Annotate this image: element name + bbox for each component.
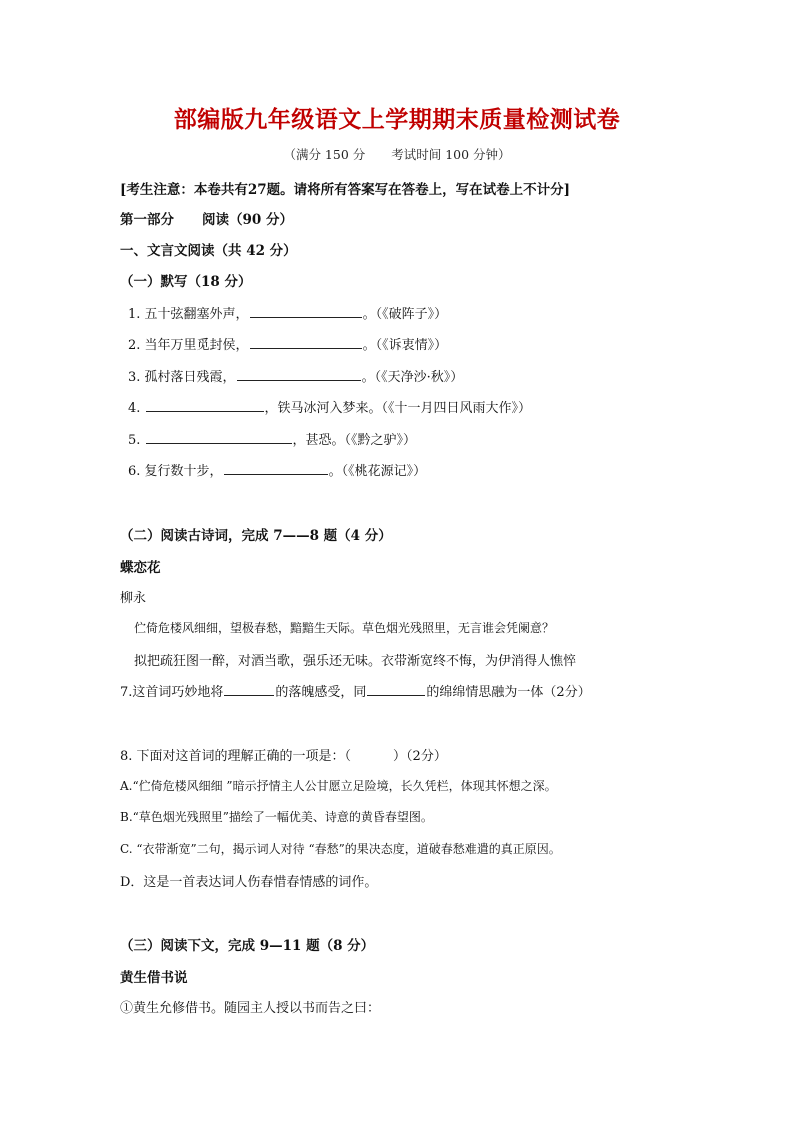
item-text: 复行数十步， bbox=[144, 464, 223, 479]
poem-author: 柳永 bbox=[120, 591, 147, 606]
item-number: 5. bbox=[128, 433, 141, 448]
poem-title: 蝶恋花 bbox=[120, 560, 161, 576]
question-8 bbox=[120, 745, 447, 764]
passage-paragraph: ①黄生允修借书。随园主人授以书而告之曰： bbox=[120, 1001, 381, 1016]
item-number: 4. bbox=[128, 401, 141, 416]
option-a: A.“伫倚危楼风细细 ”暗示抒情主人公甘愿立足险境，长久凭栏，体现其怀想之深。 bbox=[120, 779, 557, 793]
option-d: D．这是一首表达词人伤春惜春情感的词作。 bbox=[120, 875, 378, 890]
item-source: 。（《桃花源记》） bbox=[328, 464, 427, 479]
question-text: 8. 下面对这首词的理解正确的一项是：（ bbox=[120, 749, 352, 764]
answer-blank[interactable] bbox=[367, 683, 425, 696]
passage-title: 黄生借书说 bbox=[120, 970, 188, 986]
question-text: ）（2分） bbox=[393, 749, 447, 764]
part-label: 第一部分 bbox=[120, 212, 174, 228]
item-source: ，铁马冰河入梦来。（《十一月四日风雨大作》） bbox=[264, 401, 532, 416]
answer-blank[interactable] bbox=[146, 431, 292, 444]
part-heading bbox=[120, 208, 293, 228]
exam-notice: [考生注意：本卷共有27题。请将所有答案写在答卷上，写在试卷上不计分] bbox=[120, 182, 571, 198]
exam-time: 考试时间 100 分钟） bbox=[391, 147, 511, 162]
item-text: 孤村落日残霞， bbox=[144, 370, 236, 385]
item-source: 。（《天净沙·秋》） bbox=[361, 370, 464, 385]
item-number: 3. bbox=[128, 370, 141, 385]
poem-line: 伫倚危楼风细细，望极春愁，黯黯生天际。草色烟光残照里，无言谁会凭阑意？ bbox=[134, 621, 555, 635]
question-text: 7.这首词巧妙地将 bbox=[120, 685, 224, 700]
item-text: 五十弦翻塞外声， bbox=[144, 307, 249, 322]
answer-blank[interactable] bbox=[250, 305, 362, 318]
page-title: 部编版九年级语文上学期期末质量检测试卷 bbox=[173, 106, 621, 133]
option-b: B.“草色烟光残照里”描绘了一幅优美、诗意的黄昏春望图。 bbox=[120, 810, 433, 824]
dictation-item bbox=[128, 334, 447, 353]
subsection-heading: （三）阅读下文，完成 9—11 题（8 分） bbox=[120, 938, 375, 954]
subsection-heading: （二）阅读古诗词，完成 7——8 题（4 分） bbox=[120, 528, 392, 544]
item-text: 当年万里觅封侯， bbox=[144, 338, 249, 353]
item-number: 6. bbox=[128, 464, 141, 479]
full-score: （满分 150 分 bbox=[283, 147, 366, 162]
section-heading: 一、文言文阅读（共 42 分） bbox=[120, 243, 297, 259]
dictation-item bbox=[128, 429, 416, 448]
question-7 bbox=[120, 681, 591, 700]
subsection-heading: （一）默写（18 分） bbox=[120, 274, 252, 290]
answer-blank[interactable] bbox=[237, 368, 361, 381]
item-source: 。（《破阵子》） bbox=[362, 307, 448, 322]
dictation-item bbox=[128, 397, 531, 416]
dictation-item bbox=[128, 366, 463, 385]
dictation-item bbox=[128, 460, 426, 479]
part-name: 阅读（90 分） bbox=[202, 212, 293, 228]
poem-line: 拟把疏狂图一醉，对酒当歌，强乐还无味。衣带渐宽终不悔，为伊消得人憔悴 bbox=[134, 654, 577, 669]
item-number: 1. bbox=[128, 307, 141, 322]
answer-blank[interactable] bbox=[250, 336, 362, 349]
answer-blank[interactable] bbox=[224, 683, 274, 696]
question-text: 的落魄感受，同 bbox=[275, 685, 367, 700]
answer-blank[interactable] bbox=[146, 399, 264, 412]
question-text: 的绵绵情思融为一体（2分） bbox=[426, 685, 591, 700]
item-source: 。（《诉衷情》） bbox=[362, 338, 448, 353]
option-c: C. “衣带渐宽”二句，揭示词人对待 “春愁”的果决态度，道破春愁难遣的真正原因。 bbox=[120, 842, 561, 856]
item-number: 2. bbox=[128, 338, 141, 353]
item-source: ，甚恐。（《黔之驴》） bbox=[292, 433, 417, 448]
exam-info bbox=[0, 145, 794, 163]
dictation-item bbox=[128, 303, 447, 322]
answer-blank[interactable] bbox=[224, 462, 328, 475]
